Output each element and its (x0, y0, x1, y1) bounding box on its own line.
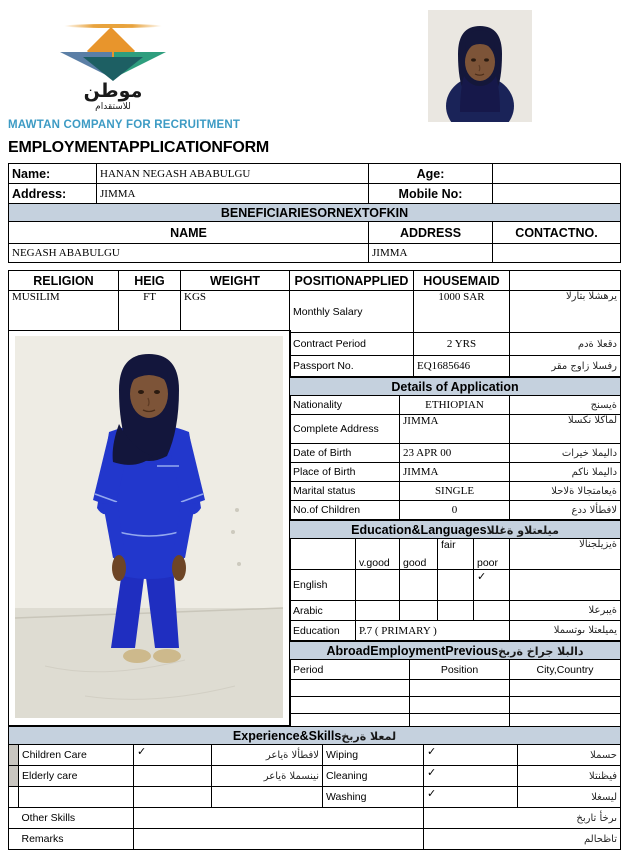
table-row-address (9, 184, 621, 204)
table-row-kin-headers (9, 222, 621, 244)
remarks-arabic: ملاحظات (518, 829, 621, 850)
abroad-section-header (290, 642, 621, 660)
table-row-rating-headers (290, 539, 621, 570)
skills-section-title-en: Experience&Skills (232, 728, 342, 743)
table-row-no-of-children (290, 501, 621, 520)
passport-no-value[interactable]: EQ1685646 (414, 356, 510, 377)
cleaning-arabic: التنظيف (518, 766, 621, 787)
passport-photo-image (428, 10, 532, 122)
table-row-children-care (9, 745, 621, 766)
table-row-elderly-care (9, 766, 621, 787)
table-row-education-level (290, 621, 621, 641)
table-row (290, 697, 621, 714)
height-label: HEIG (119, 271, 181, 291)
abroad-section-title-en: AbroadEmploymentPrevious (326, 643, 499, 658)
other-skills-value[interactable] (134, 808, 424, 829)
form-header (0, 0, 628, 160)
abroad-city-1[interactable] (510, 680, 621, 697)
skill-blank-checkbox[interactable] (134, 787, 212, 808)
no-of-children-arabic: عدد الأطفال (510, 501, 621, 520)
table-row-contract-period (290, 333, 621, 356)
english-good-cell[interactable] (400, 570, 438, 601)
place-of-birth-arabic: مكان الميلاد (510, 463, 621, 482)
rating-vgood-header: v.good (356, 539, 400, 570)
table-row-remarks (9, 829, 621, 850)
elderly-care-checkbox[interactable] (134, 766, 212, 787)
physical-attributes-table (8, 270, 290, 333)
cleaning-checkbox[interactable]: ✓ (424, 766, 518, 787)
place-of-birth-value[interactable]: JIMMA (400, 463, 510, 482)
children-care-checkbox[interactable]: ✓ (134, 745, 212, 766)
contract-period-arabic: مدة العقد (510, 333, 621, 356)
table-row-english (290, 570, 621, 601)
children-care-label: Children Care (19, 745, 134, 766)
weight-value[interactable]: KGS (181, 291, 290, 333)
table-row-details-header (290, 378, 621, 396)
education-section-title-ar: اللغة والتعليم (486, 523, 559, 537)
arabic-good-cell[interactable] (400, 601, 438, 621)
passport-no-label: Passport No. (290, 356, 414, 377)
full-body-photo-image (15, 336, 283, 718)
kin-name-header: NAME (9, 222, 369, 244)
education-level-value[interactable]: P.7 ( PRIMARY ) (356, 621, 510, 641)
table-row-monthly-salary (290, 291, 621, 333)
skill-blank-arabic (212, 787, 323, 808)
marital-status-label: Marital status (290, 482, 400, 501)
arabic-fair-cell[interactable] (438, 601, 474, 621)
kin-contact-header: CONTACTNO. (493, 222, 621, 244)
washing-arabic: الغسيل (518, 787, 621, 808)
kin-name-value[interactable]: NEGASH ABABULGU (9, 244, 369, 263)
abroad-employment-table (289, 641, 621, 731)
remarks-marker (9, 829, 19, 850)
nationality-arabic: جنسية (510, 396, 621, 415)
name-label: Name: (9, 164, 97, 184)
table-row-abroad-header (290, 642, 621, 660)
remarks-value-cont[interactable] (424, 829, 518, 850)
table-row-skills-header (9, 727, 621, 745)
table-row-next-of-kin-header (9, 204, 621, 222)
mobile-value[interactable] (493, 184, 621, 204)
kin-address-value[interactable]: JIMMA (369, 244, 493, 263)
logo-arabic-tagline: للاستقدام (95, 102, 131, 112)
language-col-blank (290, 539, 356, 570)
language-arabic-label: Arabic (290, 601, 356, 621)
table-row-marital-status (290, 482, 621, 501)
table-row-passport-no (290, 356, 621, 377)
page-title: EMPLOYMENTAPPLICATIONFORM (8, 139, 270, 156)
address-value[interactable]: JIMMA (97, 184, 369, 204)
children-care-arabic: رعاية الأطفال (212, 745, 323, 766)
skills-section-title-ar: خبرة العمل (341, 729, 397, 743)
applicant-details-table (8, 163, 621, 263)
company-logo (52, 24, 174, 112)
table-row-name (9, 164, 621, 184)
contract-period-label: Contract Period (290, 333, 414, 356)
abroad-period-header: Period (290, 660, 410, 680)
complete-address-label: Complete Address (290, 415, 400, 444)
english-arabic (510, 570, 621, 601)
monthly-salary-value[interactable]: 1000 SAR (414, 291, 510, 333)
abroad-section-title-ar: خبرة خارج البلاد (498, 644, 584, 658)
complete-address-arabic: السكن الكامل (510, 415, 621, 444)
rating-poor-header: poor (474, 539, 510, 570)
abroad-city-country-header: City,Country (510, 660, 621, 680)
elderly-care-label: Elderly care (19, 766, 134, 787)
skills-marker-3 (9, 787, 19, 808)
wiping-label: Wiping (323, 745, 424, 766)
religion-label: RELIGION (9, 271, 119, 291)
details-of-application-table (289, 377, 621, 520)
abroad-city-2[interactable] (510, 697, 621, 714)
washing-label: Washing (323, 787, 424, 808)
date-of-birth-label: Date of Birth (290, 444, 400, 463)
table-row-abroad-headers (290, 660, 621, 680)
language-english-label: English (290, 570, 356, 601)
table-row-other-skills (9, 808, 621, 829)
arabic-vgood-cell[interactable] (356, 601, 400, 621)
experience-skills-table (8, 726, 621, 850)
details-section-title: Details of Application (290, 378, 621, 396)
table-row-washing (9, 787, 621, 808)
arabic-poor-cell[interactable] (474, 601, 510, 621)
next-of-kin-section-title: BENEFICIARIESORNEXTOFKIN (9, 204, 621, 222)
abroad-position-1[interactable] (410, 680, 510, 697)
other-skills-label: Other Skills (19, 808, 134, 829)
age-value[interactable] (493, 164, 621, 184)
position-applied-label: POSITIONAPPLIED (290, 271, 414, 291)
nationality-value[interactable]: ETHIOPIAN (400, 396, 510, 415)
other-skills-value-cont[interactable] (424, 808, 518, 829)
name-value[interactable]: HANAN NEGASH ABABULGU (97, 164, 369, 184)
logo-chevron-center-icon (83, 57, 143, 81)
table-row-physical-values (9, 291, 290, 333)
table-row-arabic (290, 601, 621, 621)
remarks-value[interactable] (134, 829, 424, 850)
full-body-photo-panel (8, 330, 291, 726)
abroad-period-1[interactable] (290, 680, 410, 697)
position-table (289, 270, 621, 377)
company-name: MAWTAN COMPANY FOR RECRUITMENT (8, 119, 241, 131)
skills-marker-1 (9, 745, 19, 766)
wiping-checkbox[interactable]: ✓ (424, 745, 518, 766)
rating-good-header: good (400, 539, 438, 570)
height-value[interactable]: FT (119, 291, 181, 333)
logo-arabic-name: موطن (83, 80, 143, 102)
monthly-salary-label: Monthly Salary (290, 291, 414, 333)
logo-arc-icon (64, 24, 162, 28)
table-row-date-of-birth (290, 444, 621, 463)
table-row (290, 680, 621, 697)
date-of-birth-arabic: تاريخ الميلاد (510, 444, 621, 463)
english-poor-cell[interactable]: ✓ (474, 570, 510, 601)
skills-section-header (9, 727, 621, 745)
abroad-position-header: Position (410, 660, 510, 680)
table-row-kin-values (9, 244, 621, 263)
abroad-period-2[interactable] (290, 697, 410, 714)
kin-contact-value[interactable] (493, 244, 621, 263)
rating-fair-header: fair (438, 539, 474, 570)
table-row-place-of-birth (290, 463, 621, 482)
education-languages-table (289, 520, 621, 641)
religion-value[interactable]: MUSILIM (9, 291, 119, 333)
elderly-care-arabic: رعاية المسنين (212, 766, 323, 787)
table-row-nationality (290, 396, 621, 415)
washing-checkbox[interactable]: ✓ (424, 787, 518, 808)
position-applied-value[interactable]: HOUSEMAID (414, 271, 510, 291)
wiping-arabic: المسح (518, 745, 621, 766)
english-fair-cell[interactable] (438, 570, 474, 601)
skill-blank-label (19, 787, 134, 808)
abroad-position-2[interactable] (410, 697, 510, 714)
monthly-salary-arabic: الراتب الشهري (510, 291, 621, 333)
mobile-label: Mobile No: (369, 184, 493, 204)
marital-status-value[interactable]: SINGLE (400, 482, 510, 501)
place-of-birth-label: Place of Birth (290, 463, 400, 482)
other-skills-marker (9, 808, 19, 829)
no-of-children-value[interactable]: 0 (400, 501, 510, 520)
cleaning-label: Cleaning (323, 766, 424, 787)
age-label: Age: (369, 164, 493, 184)
no-of-children-label: No.of Children (290, 501, 400, 520)
position-applied-arabic (510, 271, 621, 291)
contract-period-value[interactable]: 2 YRS (414, 333, 510, 356)
education-level-label: Education (290, 621, 356, 641)
kin-address-header: ADDRESS (369, 222, 493, 244)
weight-label: WEIGHT (181, 271, 290, 291)
address-label: Address: (9, 184, 97, 204)
english-vgood-cell[interactable] (356, 570, 400, 601)
complete-address-value[interactable]: JIMMA (400, 415, 510, 444)
marital-status-arabic: الحالة الاجتماعية (510, 482, 621, 501)
table-row-physical-headers (9, 271, 290, 291)
right-column-stack (289, 270, 620, 731)
education-section-title-en: Education&Languages (351, 522, 487, 537)
date-of-birth-value[interactable]: 23 APR 00 (400, 444, 510, 463)
other-skills-arabic: خبرات أخرى (518, 808, 621, 829)
table-row-complete-address (290, 415, 621, 444)
passport-photo (428, 10, 532, 122)
skills-marker-2 (9, 766, 19, 787)
arabic-language-arabic: العربية (510, 601, 621, 621)
education-section-header (290, 521, 621, 539)
languages-arabic-header: الانجليزية (510, 539, 621, 570)
table-row-education-header (290, 521, 621, 539)
remarks-label: Remarks (19, 829, 134, 850)
passport-no-arabic: رقم جواز السفر (510, 356, 621, 377)
table-row-position-applied (290, 271, 621, 291)
logo-mark-icon (52, 24, 174, 82)
nationality-label: Nationality (290, 396, 400, 415)
education-level-arabic: المستوى التعليمي (510, 621, 621, 641)
